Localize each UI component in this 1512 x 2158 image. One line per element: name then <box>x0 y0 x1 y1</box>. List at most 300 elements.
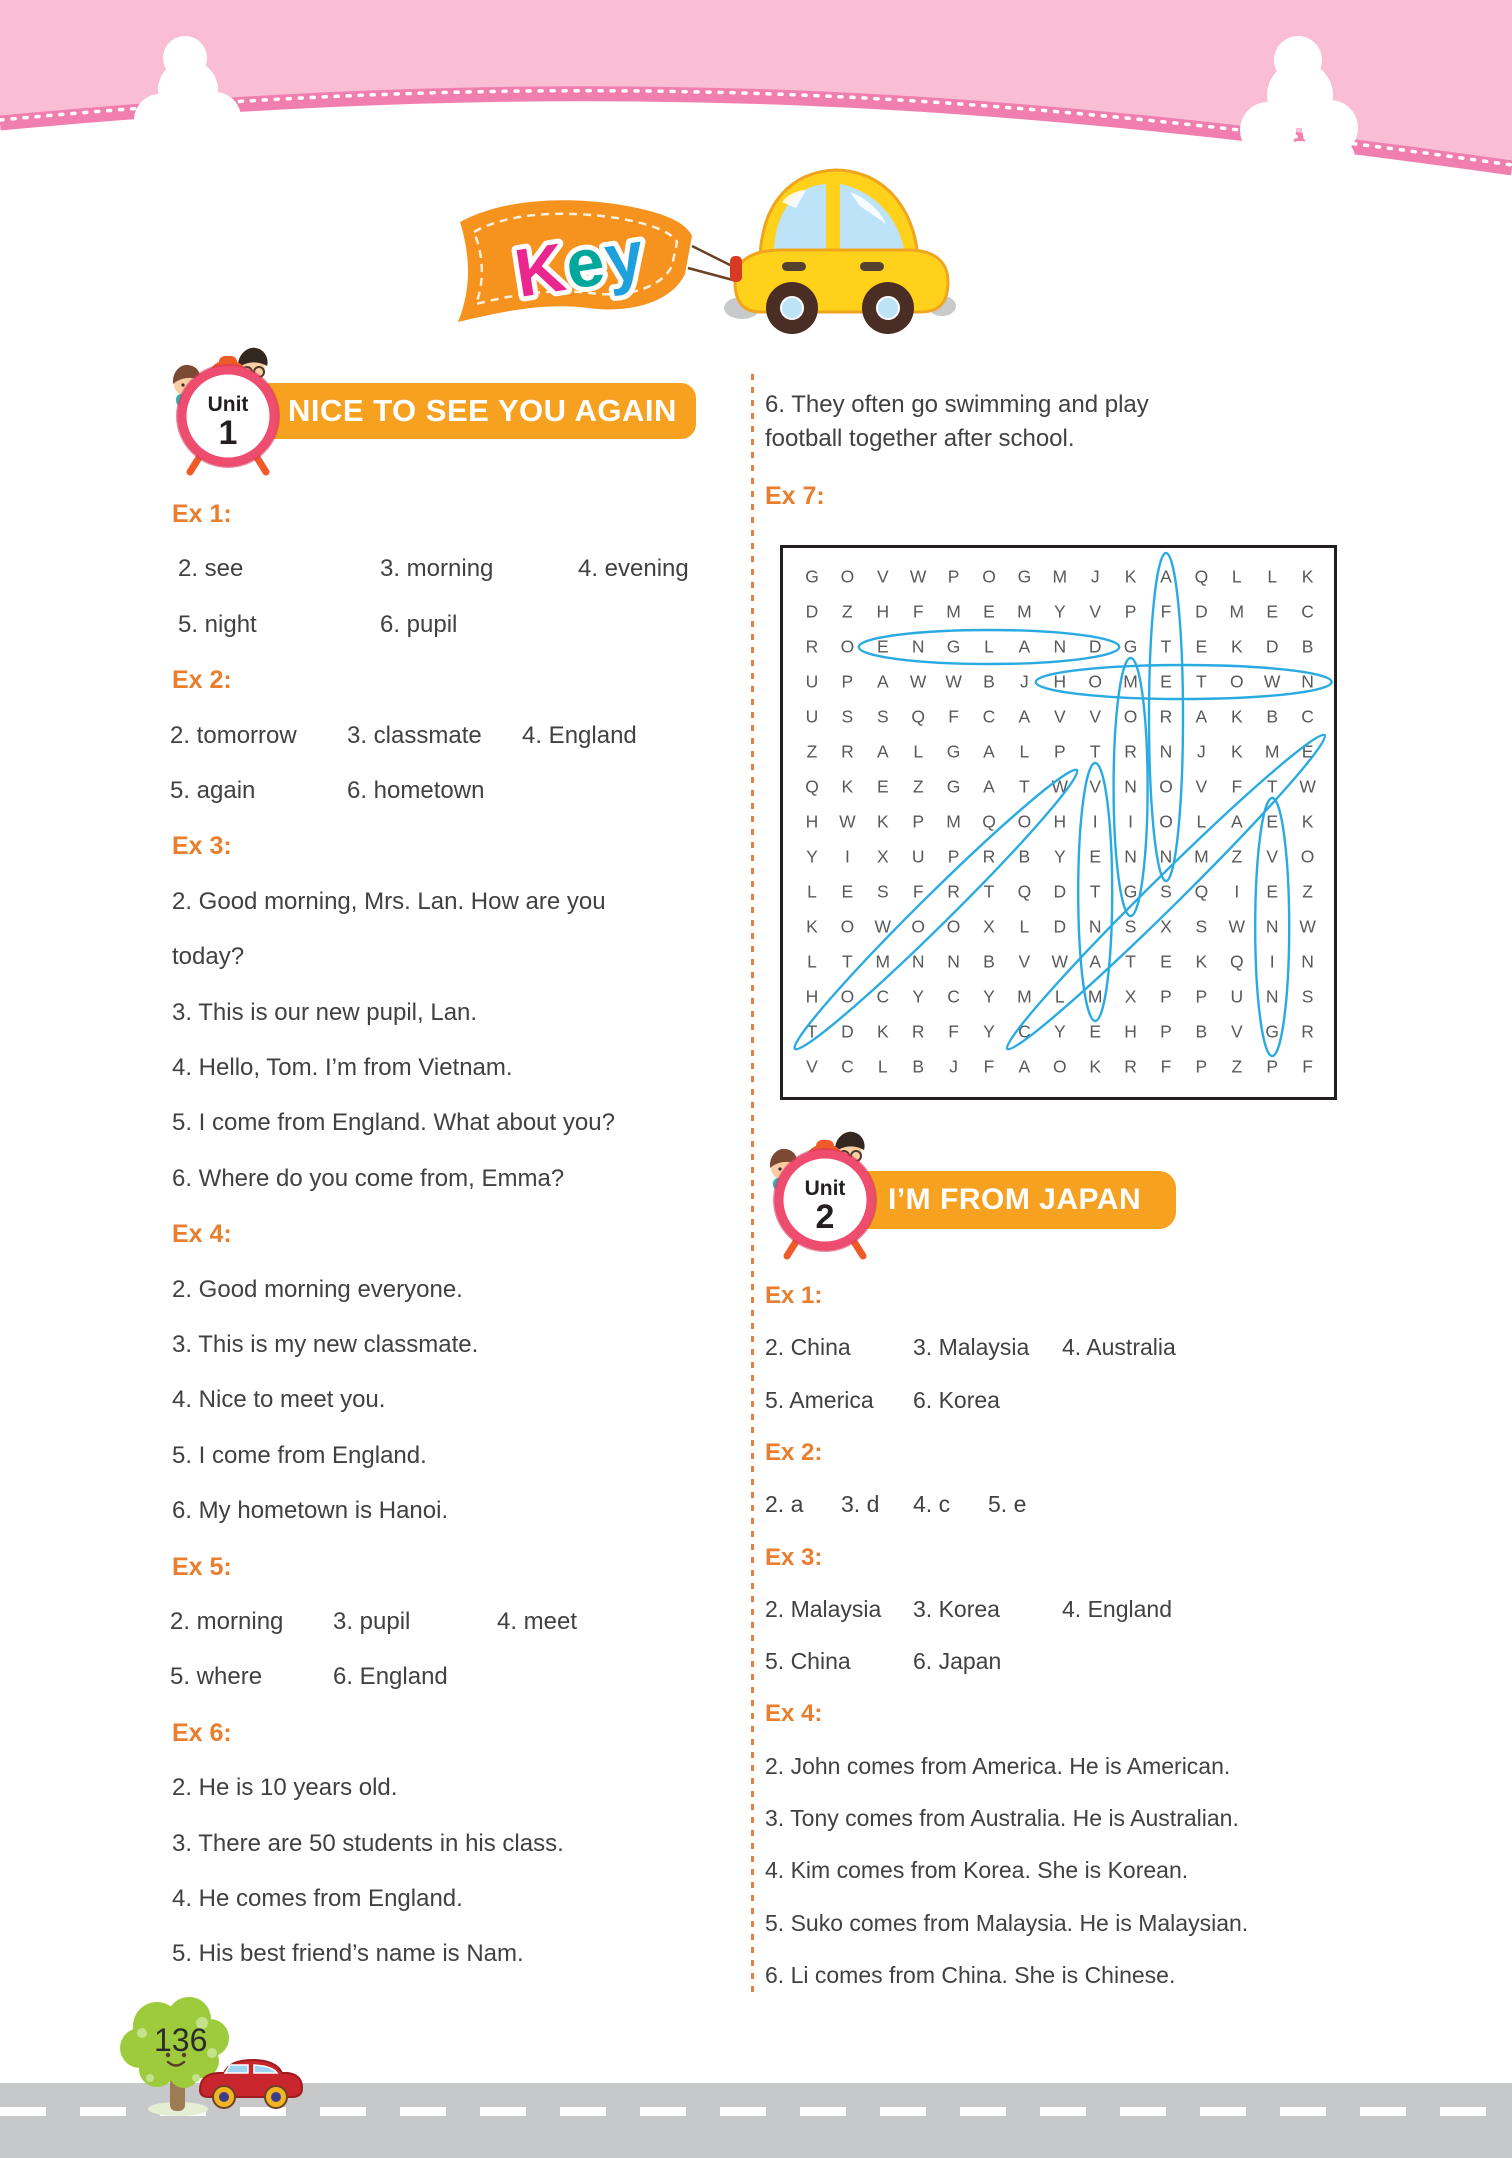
word-grid-cell: O <box>1159 776 1173 797</box>
exercise-heading: Ex 4: <box>172 1220 232 1248</box>
word-grid-cell: P <box>1195 986 1208 1007</box>
word-grid-cell: W <box>1263 671 1281 692</box>
word-grid-cell: M <box>1194 846 1209 867</box>
word-grid-cell: F <box>1160 601 1172 622</box>
answer-line: 6. They often go swimming and play <box>765 391 1149 418</box>
word-grid-cell: J <box>1020 671 1029 692</box>
answer-item: 6. Japan <box>913 1648 1002 1674</box>
word-grid-cell: D <box>1053 916 1067 937</box>
word-grid-cell: P <box>1160 986 1172 1007</box>
word-grid-cell: L <box>1231 566 1242 587</box>
word-grid-cell: A <box>876 671 889 692</box>
word-grid-cell: L <box>1267 566 1278 587</box>
word-grid-cell: F <box>983 1056 995 1077</box>
word-grid-cell: O <box>840 986 855 1007</box>
word-grid-cell: A <box>876 741 889 762</box>
word-grid-cell: S <box>1195 916 1208 937</box>
word-grid-cell: R <box>805 636 819 657</box>
word-grid-cell: L <box>807 881 817 902</box>
word-grid-cell: Q <box>1229 951 1244 972</box>
word-grid-cell: E <box>1301 741 1314 762</box>
word-grid-cell: K <box>1124 566 1137 587</box>
word-grid-cell: T <box>1089 881 1101 902</box>
answer-line: 5. Suko comes from Malaysia. He is Malaysian. <box>765 1910 1249 1936</box>
word-grid-cell: C <box>947 986 960 1007</box>
word-grid-cell: F <box>1302 1056 1313 1077</box>
answer-line: 6. My hometown is Hanoi. <box>172 1497 449 1524</box>
word-grid-cell: L <box>877 1056 888 1077</box>
unit2-badge-label: Unit <box>804 1177 846 1200</box>
word-grid-cell: E <box>1160 951 1172 972</box>
answer-item: 4. evening <box>578 555 689 582</box>
word-grid-cell: E <box>876 776 889 797</box>
word-grid-cell: O <box>1123 706 1138 727</box>
word-grid-cell: H <box>876 601 890 622</box>
answer-item: 5. night <box>178 611 257 638</box>
word-grid-cell: E <box>1195 636 1208 657</box>
answer-item: 6. hometown <box>347 777 485 804</box>
word-grid-cell: Z <box>1231 1056 1243 1077</box>
word-grid-cell: S <box>876 881 889 902</box>
word-grid-cell: Z <box>912 776 924 797</box>
word-grid-cell: K <box>1301 566 1314 587</box>
answer-line: 4. Nice to meet you. <box>172 1386 386 1413</box>
word-grid-cell: P <box>1160 1021 1172 1042</box>
answer-line: today? <box>172 943 245 970</box>
word-grid-cell: K <box>1230 636 1243 657</box>
word-grid-cell: T <box>1125 951 1136 972</box>
answer-item: 2. morning <box>170 1608 284 1635</box>
word-grid-cell: R <box>982 846 996 867</box>
word-grid-cell: D <box>805 601 819 622</box>
exercise-heading: Ex 2: <box>172 666 232 694</box>
word-grid-cell: I <box>844 846 850 867</box>
word-grid-cell: L <box>807 951 817 972</box>
word-grid-cell: R <box>947 881 960 902</box>
word-grid-cell: R <box>841 741 854 762</box>
word-circle-vietnam <box>1078 763 1112 1021</box>
word-grid-cell: K <box>876 811 889 832</box>
word-grid-cell: V <box>1053 706 1066 727</box>
word-grid-cell: T <box>1266 776 1278 797</box>
word-grid-cell: T <box>1160 636 1172 657</box>
word-grid-cell: M <box>1087 986 1103 1007</box>
word-grid-cell: K <box>806 916 818 937</box>
answer-item: 2. see <box>178 555 244 582</box>
word-grid-cell: L <box>1019 741 1030 762</box>
word-grid-cell: I <box>1234 881 1240 902</box>
word-grid-cell: O <box>1017 811 1032 832</box>
key-title: Key <box>509 216 649 312</box>
word-grid-cell: W <box>1051 776 1069 797</box>
word-grid-cell: C <box>1301 706 1314 727</box>
word-grid-cell: O <box>946 916 961 937</box>
word-grid-cell: H <box>1053 811 1067 832</box>
answer-item: 2. China <box>765 1334 851 1360</box>
word-grid-cell: G <box>1265 1021 1279 1042</box>
word-grid-cell: Z <box>842 601 853 622</box>
word-grid-cell: Y <box>1053 1021 1066 1042</box>
word-grid-cell: W <box>839 811 856 832</box>
word-grid-cell: L <box>1019 916 1030 937</box>
word-grid-cell: P <box>1053 741 1066 762</box>
answer-item: 6. pupil <box>380 611 458 638</box>
word-grid-cell: R <box>1124 1056 1137 1077</box>
word-grid-cell: B <box>1301 636 1314 657</box>
word-grid-cell: Y <box>1053 601 1066 622</box>
word-grid-cell: G <box>1123 636 1138 657</box>
word-grid-cell: T <box>842 951 853 972</box>
word-circle-tomorrow <box>784 759 1087 1059</box>
word-circle-evening <box>1255 798 1289 1056</box>
word-grid-cell: O <box>982 566 996 587</box>
word-grid-cell: S <box>876 706 889 727</box>
word-grid-cell: M <box>1264 741 1280 762</box>
word-grid-cell: E <box>1266 601 1279 622</box>
word-grid-cell: V <box>1230 1021 1243 1042</box>
unit1-badge-label: Unit <box>207 393 249 416</box>
word-grid-cell: V <box>1089 601 1102 622</box>
answer-line: football together after school. <box>765 425 1075 452</box>
word-grid-cell: Y <box>806 846 818 867</box>
word-grid-cell: K <box>841 776 854 797</box>
answer-line: 2. Good morning, Mrs. Lan. How are you <box>172 888 606 915</box>
word-grid-cell: S <box>1160 881 1172 902</box>
word-grid-cell: N <box>1088 916 1102 937</box>
word-grid-cell: M <box>1017 986 1032 1007</box>
answer-line: 3. Tony comes from Australia. He is Australian. <box>765 1805 1239 1831</box>
word-grid-cell: N <box>947 951 960 972</box>
word-grid-cell: O <box>1229 671 1244 692</box>
word-grid-cell: G <box>805 566 819 587</box>
word-grid-cell: G <box>946 741 961 762</box>
answer-item: 4. England <box>1062 1596 1172 1622</box>
answer-line: 3. This is our new pupil, Lan. <box>172 999 478 1026</box>
answer-line: 5. His best friend’s name is Nam. <box>172 1940 524 1967</box>
answer-line: 2. Good morning everyone. <box>172 1276 463 1303</box>
word-grid-cell: K <box>876 1021 889 1042</box>
word-grid-cell: B <box>912 1056 925 1077</box>
word-grid-cell: G <box>1123 881 1138 902</box>
word-grid-cell: N <box>1301 951 1314 972</box>
word-grid-cell: Y <box>983 986 995 1007</box>
unit2-title: I’M FROM JAPAN <box>888 1183 1142 1216</box>
answer-item: 2. Malaysia <box>765 1596 882 1622</box>
answer-item: 5. America <box>765 1387 874 1413</box>
word-grid-cell: M <box>946 601 961 622</box>
answer-item: 6. Korea <box>913 1387 1000 1413</box>
word-grid-cell: G <box>1017 566 1032 587</box>
word-grid-cell: W <box>1051 951 1069 972</box>
word-grid-cell: S <box>841 706 854 727</box>
word-grid-cell: M <box>1123 671 1138 692</box>
word-grid-cell: E <box>983 601 995 622</box>
answer-item: 5. where <box>170 1663 263 1690</box>
word-grid-cell: V <box>1266 846 1279 867</box>
word-grid-cell: N <box>1159 741 1173 762</box>
word-grid-cell: N <box>1053 636 1067 657</box>
word-grid-cell: X <box>1124 986 1137 1007</box>
exercise-heading: Ex 6: <box>172 1719 232 1747</box>
exercise-heading: Ex 3: <box>765 1544 823 1571</box>
word-grid-cell: A <box>1195 706 1208 727</box>
word-grid-cell: P <box>1124 601 1137 622</box>
exercise-heading: Ex 3: <box>172 832 232 860</box>
word-grid-cell: N <box>1265 916 1279 937</box>
word-grid-cell: Q <box>1194 566 1209 587</box>
word-grid-cell: P <box>1195 1056 1208 1077</box>
exercise-heading: Ex 4: <box>765 1700 823 1727</box>
answer-item: 3. pupil <box>333 1608 411 1635</box>
word-grid-cell: A <box>1089 951 1102 972</box>
word-grid-cell: X <box>876 846 889 867</box>
word-grid-cell: B <box>983 951 995 972</box>
word-grid-cell: V <box>1018 951 1031 972</box>
word-grid-cell: V <box>806 1056 818 1077</box>
word-grid-cell: F <box>1231 776 1243 797</box>
word-grid-cell: O <box>840 636 855 657</box>
word-grid-cell: Q <box>982 811 996 832</box>
word-grid-cell: W <box>1299 916 1316 937</box>
word-grid-cell: E <box>876 636 889 657</box>
word-grid-cell: S <box>1124 916 1137 937</box>
answer-item: 4. c <box>913 1491 951 1517</box>
word-grid-cell: M <box>1052 566 1068 587</box>
word-grid-cell: V <box>876 566 889 587</box>
word-grid-cell: A <box>983 776 995 797</box>
word-grid-cell: W <box>909 566 927 587</box>
answer-line: 3. This is my new classmate. <box>172 1331 479 1358</box>
word-grid-cell: M <box>946 811 961 832</box>
word-grid-cell: C <box>876 986 890 1007</box>
answer-line: 5. I come from England. <box>172 1442 427 1469</box>
word-circle-afternoon <box>1149 553 1183 881</box>
word-search-grid <box>780 545 1337 1100</box>
word-grid-cell: T <box>806 1021 818 1042</box>
word-grid-cell: N <box>911 951 925 972</box>
word-grid-cell: O <box>1159 811 1173 832</box>
word-grid-cell: N <box>1265 986 1279 1007</box>
answer-item: 3. classmate <box>347 722 482 749</box>
word-grid-cell: X <box>983 916 995 937</box>
word-grid-cell: M <box>1017 601 1032 622</box>
word-grid-cell: U <box>805 671 819 692</box>
word-grid-cell: B <box>1195 1021 1208 1042</box>
word-grid-cell: F <box>948 706 959 727</box>
word-grid-cell: T <box>1196 671 1207 692</box>
answer-item: 3. Korea <box>913 1596 1000 1622</box>
word-grid-cell: T <box>1019 776 1030 797</box>
word-grid-cell: J <box>949 1056 958 1077</box>
word-grid-cell: Q <box>1194 881 1209 902</box>
answer-item: 4. England <box>522 722 637 749</box>
answer-item: 4. Australia <box>1062 1334 1176 1360</box>
word-circle-morning <box>1114 658 1148 916</box>
word-circle-england <box>859 630 1119 664</box>
answer-item: 5. again <box>170 777 256 804</box>
word-grid-cell: E <box>1089 846 1102 867</box>
word-grid-cell: D <box>1195 601 1208 622</box>
word-grid-cell: Z <box>806 741 818 762</box>
word-grid-cell: S <box>1301 986 1314 1007</box>
unit1-title: NICE TO SEE YOU AGAIN <box>288 393 677 428</box>
word-grid-cell: B <box>1266 706 1279 727</box>
answer-line: 4. He comes from England. <box>172 1885 463 1912</box>
answer-item: 5. China <box>765 1648 851 1674</box>
word-grid-cell: A <box>1160 566 1172 587</box>
answer-line: 6. Li comes from China. She is Chinese. <box>765 1962 1176 1988</box>
word-grid-cell: A <box>983 741 995 762</box>
page-number: 136 <box>154 2022 208 2058</box>
word-grid-cell: O <box>1052 1056 1067 1077</box>
word-grid-cell: I <box>1269 951 1275 972</box>
word-grid-cell: W <box>945 671 962 692</box>
exercise-heading: Ex 1: <box>172 500 232 528</box>
word-grid-cell: H <box>1053 671 1067 692</box>
word-grid-cell: Z <box>1302 881 1313 902</box>
word-grid-cell: Q <box>1017 881 1032 902</box>
word-grid-cell: W <box>1228 916 1246 937</box>
word-grid-cell: D <box>1088 636 1102 657</box>
word-grid-cell: U <box>805 706 819 727</box>
word-grid-cell: I <box>1128 811 1134 832</box>
word-grid-cell: A <box>1230 811 1243 832</box>
answer-item: 4. meet <box>497 1608 578 1635</box>
answer-line: 2. He is 10 years old. <box>172 1774 398 1801</box>
word-grid-cell: P <box>841 671 854 692</box>
red-car-illustration <box>192 2058 317 2110</box>
word-grid-cell: A <box>1018 706 1031 727</box>
word-grid-cell: O <box>911 916 925 937</box>
word-grid-cell: G <box>946 776 961 797</box>
word-grid-cell: M <box>1229 601 1245 622</box>
word-grid-cell: R <box>1159 706 1173 727</box>
answer-item: 2. a <box>765 1491 804 1517</box>
word-grid-cell: F <box>912 601 924 622</box>
word-grid-cell: C <box>1301 601 1314 622</box>
exercise-heading: Ex 2: <box>765 1439 823 1466</box>
word-grid-cell: P <box>947 846 960 867</box>
answer-line: 4. Hello, Tom. I’m from Vietnam. <box>172 1054 513 1081</box>
word-grid-cell: L <box>1054 986 1065 1007</box>
answer-line: 2. John comes from America. He is American. <box>765 1753 1231 1779</box>
word-grid-cell: E <box>841 881 854 902</box>
word-grid-cell: E <box>1266 881 1279 902</box>
unit1-badge-number: 1 <box>218 414 238 452</box>
word-grid-cell: T <box>983 881 995 902</box>
word-grid-cell: C <box>982 706 996 727</box>
word-grid-cell: U <box>1230 986 1244 1007</box>
word-grid-cell: E <box>1266 811 1279 832</box>
word-grid-cell: E <box>1160 671 1172 692</box>
word-grid-cell: F <box>1160 1056 1172 1077</box>
word-grid-cell: C <box>1018 1021 1031 1042</box>
answer-line: 3. There are 50 students in his class. <box>172 1830 564 1857</box>
word-grid-cell: O <box>1088 671 1102 692</box>
word-grid-cell: W <box>909 671 927 692</box>
word-grid-cell: V <box>1089 776 1102 797</box>
word-grid-cell: K <box>1230 741 1243 762</box>
word-grid-cell: A <box>1018 1056 1031 1077</box>
word-grid-cell: Q <box>911 706 925 727</box>
word-grid-cell: P <box>912 811 925 832</box>
word-grid-cell: L <box>1196 811 1207 832</box>
word-grid-cell: P <box>947 566 960 587</box>
unit2-badge-number: 2 <box>815 1198 835 1236</box>
word-grid-cell: K <box>1230 706 1243 727</box>
word-grid-cell: N <box>1159 846 1173 867</box>
word-grid-cell: J <box>1197 741 1206 762</box>
word-grid-cell: V <box>1089 706 1102 727</box>
word-grid-cell: H <box>805 986 819 1007</box>
word-grid-cell: R <box>1124 741 1137 762</box>
answer-line: 5. I come from England. What about you? <box>172 1109 615 1136</box>
word-grid-cell: V <box>1195 776 1208 797</box>
word-grid-cell: P <box>1266 1056 1279 1077</box>
word-grid-cell: N <box>911 636 925 657</box>
word-grid-cell: X <box>1160 916 1172 937</box>
word-grid-cell: K <box>1301 811 1314 832</box>
word-grid-cell: Z <box>1231 846 1243 867</box>
word-grid-cell: B <box>1018 846 1031 867</box>
word-grid-cell: L <box>984 636 994 657</box>
word-grid-cell: I <box>1092 811 1098 832</box>
answer-item: 3. Malaysia <box>913 1334 1030 1360</box>
word-grid-cell: Y <box>983 1021 995 1042</box>
word-grid-cell: D <box>1265 636 1279 657</box>
word-grid-cell: Q <box>805 776 819 797</box>
word-search-answer-circles <box>783 548 1334 1097</box>
word-grid-cell: B <box>983 671 995 692</box>
answer-item: 3. d <box>841 1491 880 1517</box>
word-grid-cell: C <box>841 1056 854 1077</box>
answer-item: 3. morning <box>380 555 494 582</box>
word-grid-cell: W <box>1299 776 1316 797</box>
word-grid-cell: L <box>913 741 924 762</box>
word-grid-cell: Y <box>912 986 925 1007</box>
answer-item: 6. England <box>333 1663 448 1690</box>
word-grid-cell: K <box>1195 951 1208 972</box>
word-grid-cell: N <box>1301 671 1314 692</box>
answer-item: 5. e <box>988 1491 1027 1517</box>
word-grid-cell: A <box>1018 636 1031 657</box>
word-grid-cell: F <box>912 881 924 902</box>
word-grid-cell: H <box>1124 1021 1137 1042</box>
word-grid-cell: N <box>1124 846 1137 867</box>
word-grid-cell: D <box>1053 881 1067 902</box>
word-grid-cell: J <box>1090 566 1100 587</box>
word-grid-cell: H <box>805 811 819 832</box>
word-grid-cell: W <box>874 916 892 937</box>
answer-line: 6. Where do you come from, Emma? <box>172 1165 565 1192</box>
answer-line: 4. Kim comes from Korea. She is Korean. <box>765 1857 1189 1883</box>
word-grid-cell: D <box>841 1021 854 1042</box>
word-grid-cell: U <box>911 846 925 867</box>
word-grid-cell: K <box>1089 1056 1102 1077</box>
word-grid-cell: F <box>948 1021 959 1042</box>
exercise-heading: Ex 7: <box>765 482 825 510</box>
word-grid-cell: E <box>1089 1021 1102 1042</box>
word-grid-cell: O <box>1300 846 1315 867</box>
word-grid-cell: N <box>1124 776 1137 797</box>
answer-item: 2. tomorrow <box>170 722 297 749</box>
exercise-heading: Ex 5: <box>172 1553 232 1581</box>
word-grid-cell: R <box>911 1021 925 1042</box>
word-grid-cell: O <box>840 566 855 587</box>
word-grid-cell: O <box>840 916 855 937</box>
word-grid-cell: M <box>875 951 891 972</box>
exercise-heading: Ex 1: <box>765 1282 823 1309</box>
